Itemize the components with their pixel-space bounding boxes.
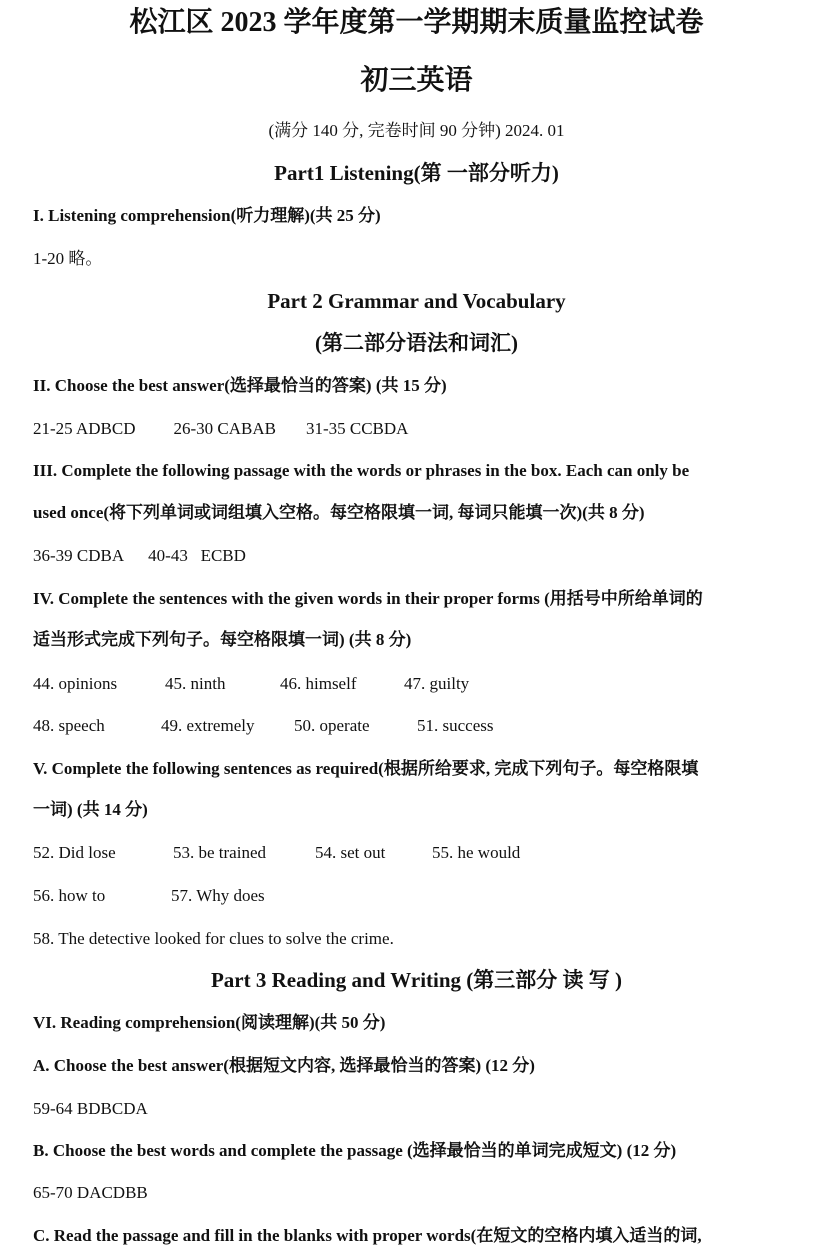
answer-item: 49. extremely xyxy=(161,716,255,735)
section2-answers xyxy=(33,418,803,440)
answer-item: 51. success xyxy=(417,716,494,735)
section1-answer: 1-20 略。 xyxy=(33,249,103,268)
section6b-heading: B. Choose the best words and complete the passage (选择最恰当的单词完成短文) (12 分) xyxy=(33,1141,677,1160)
section5-heading-line2: 一词) (共 14 分) xyxy=(33,800,148,819)
section5-answer-58: 58. The detective looked for clues to solve the crime. xyxy=(33,929,394,948)
section5-heading-line1: V. Complete the following sentences as required(根据所给要求, 完成下列句子。每空格限填 xyxy=(33,759,699,778)
section5-answers-row1 xyxy=(33,842,803,864)
answer-item: 57. Why does xyxy=(171,886,265,905)
answer-item: 40-43 ECBD xyxy=(148,546,246,565)
section4-answers-row2 xyxy=(33,715,803,737)
section3-answers xyxy=(33,545,803,567)
answer-item: 48. speech xyxy=(33,716,105,735)
answer-item: 56. how to xyxy=(33,886,106,905)
section3-heading-line1: III. Complete the following passage with the words or phrases in the box. Each can only be xyxy=(33,461,690,480)
answer-item: 36-39 CDBA xyxy=(33,546,125,565)
part2-heading: Part 2 Grammar and Vocabulary xyxy=(267,289,566,313)
answer-item: 45. ninth xyxy=(165,674,226,693)
answer-item: 46. himself xyxy=(280,674,357,693)
section6b-answer: 65-70 DACDBB xyxy=(33,1183,148,1202)
answer-item: 44. opinions xyxy=(33,674,118,693)
section6c-heading: C. Read the passage and fill in the blanks with proper words(在短文的空格内填入适当的词, xyxy=(33,1226,702,1245)
document-title: 松江区 2023 学年度第一学期期末质量监控试卷 xyxy=(129,7,704,38)
answer-item: 53. be trained xyxy=(173,843,266,862)
answer-item: 21-25 ADBCD xyxy=(33,419,136,438)
part1-heading: Part1 Listening(第 一部分听力) xyxy=(274,161,559,185)
answer-item: 55. he would xyxy=(432,843,521,862)
section1-heading: I. Listening comprehension(听力理解)(共 25 分) xyxy=(33,206,381,225)
answer-item: 50. operate xyxy=(294,716,370,735)
document-subtitle: 初三英语 xyxy=(360,65,473,96)
section4-heading-line1: IV. Complete the sentences with the given words in their proper forms (用括号中所给单词的 xyxy=(33,589,703,608)
section5-answers-row2 xyxy=(33,885,803,907)
section4-heading-line2: 适当形式完成下列句子。每空格限填一词) (共 8 分) xyxy=(33,630,412,649)
exam-meta: (满分 140 分, 完卷时间 90 分钟) 2024. 01 xyxy=(268,121,565,140)
section3-heading-line2: used once(将下列单词或词组填入空格。每空格限填一词, 每词只能填一次)(共 8 分) xyxy=(33,503,645,522)
section6-heading: VI. Reading comprehension(阅读理解)(共 50 分) xyxy=(33,1013,386,1032)
section6a-heading: A. Choose the best answer(根据短文内容, 选择最恰当的答案) (12 分) xyxy=(33,1056,535,1075)
answer-item: 26-30 CABAB xyxy=(173,419,276,438)
section4-answers-row1 xyxy=(33,673,803,695)
answer-item: 31-35 CCBDA xyxy=(305,419,409,438)
part2-chinese-heading: (第二部分语法和词汇) xyxy=(315,331,518,355)
answer-item: 52. Did lose xyxy=(33,843,116,862)
answer-item: 54. set out xyxy=(315,843,386,862)
section6a-answer: 59-64 BDBCDA xyxy=(33,1099,148,1118)
part3-heading: Part 3 Reading and Writing (第三部分 读 写 ) xyxy=(210,968,623,992)
section2-heading: II. Choose the best answer(选择最恰当的答案) (共 15 分) xyxy=(33,376,447,395)
answer-item: 47. guilty xyxy=(404,674,470,693)
